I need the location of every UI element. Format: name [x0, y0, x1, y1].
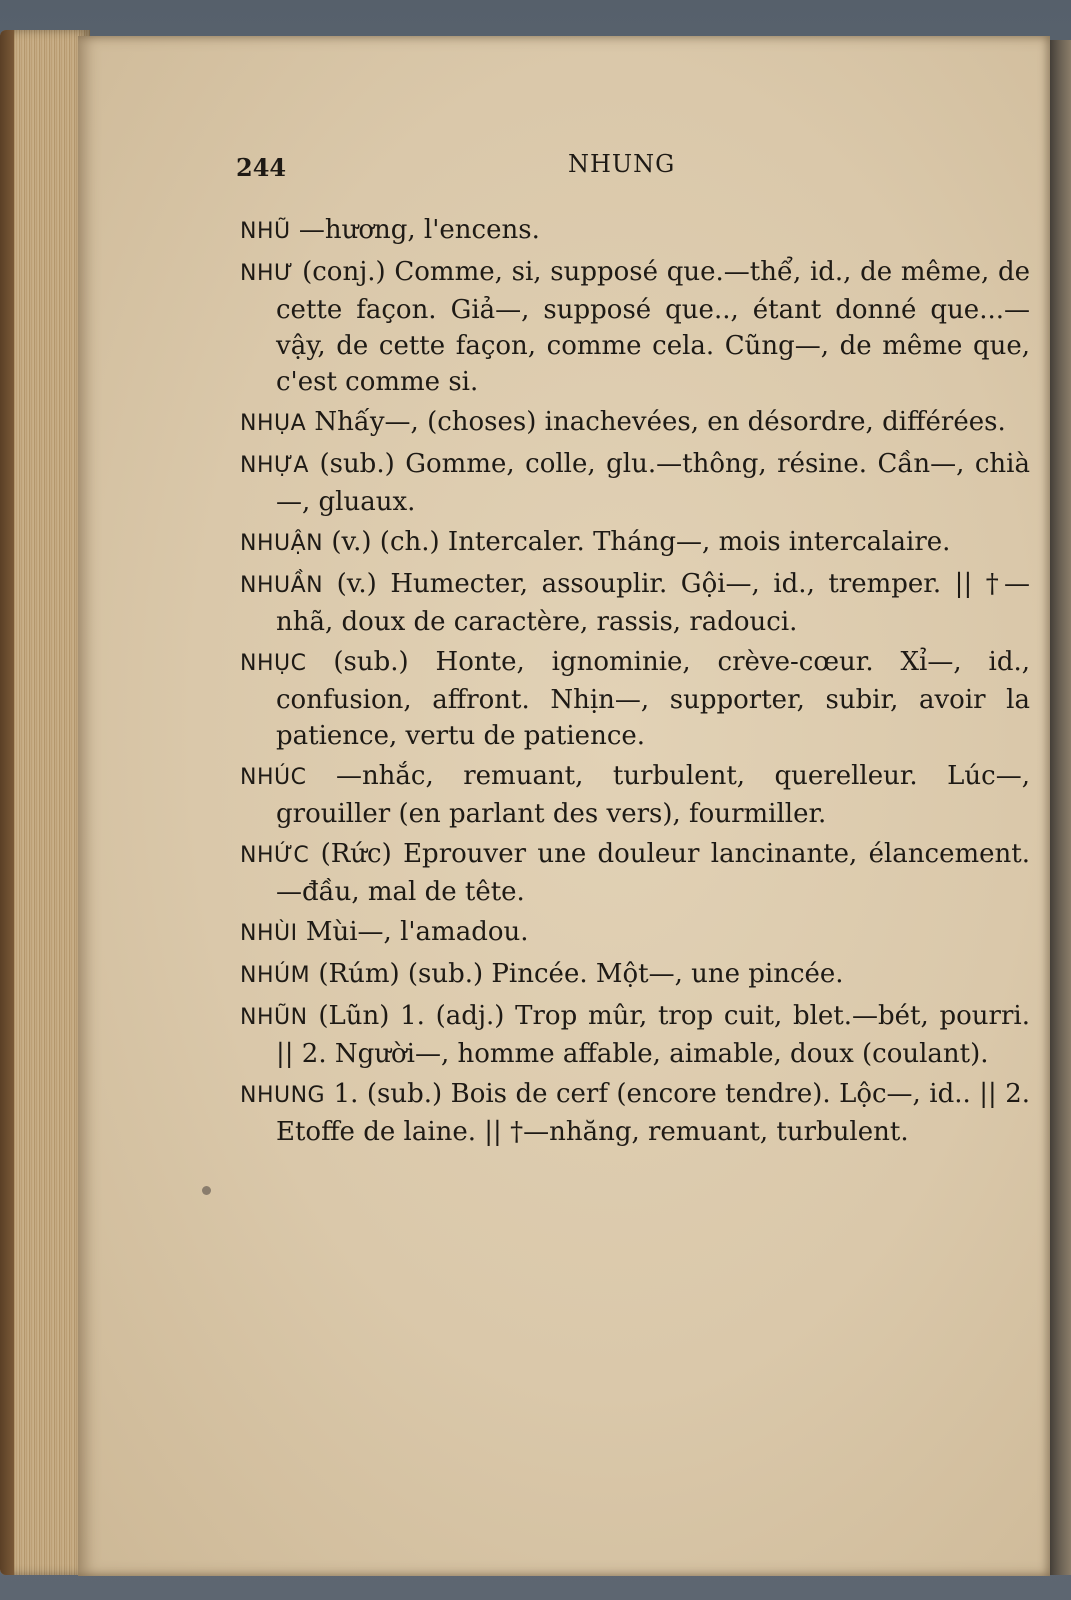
dictionary-entry — [240, 914, 1030, 952]
running-head: NHUNG — [568, 150, 676, 178]
entry-definition: (Lũn) 1. (adj.) Trop mûr, trop cuit, blet.—bét, pourri. || 2. Người—, homme affable, aimable, doux (coulant). — [276, 1001, 1030, 1069]
entry-definition: Mùi—, l'amadou. — [305, 917, 529, 947]
entry-headword: NHUNG — [240, 1083, 326, 1108]
dictionary-entry — [240, 446, 1030, 520]
book-spine-edge — [0, 30, 14, 1575]
entry-definition: (Rúm) (sub.) Pincée. Một—, une pincée. — [318, 959, 844, 989]
ink-smudge — [202, 1186, 211, 1195]
entry-definition: (v.) (ch.) Intercaler. Tháng—, mois intercalaire. — [331, 527, 951, 557]
entry-headword: NHỰA — [240, 453, 309, 478]
entry-headword: NHƯ — [240, 261, 294, 286]
dictionary-entry — [240, 956, 1030, 994]
entry-headword: NHỨC — [240, 843, 310, 868]
entry-definition: (conj.) Comme, si, supposé que.—thể, id., de même, de cette façon. Giả—, supposé que.., étant donné que...—vậy, de cette façon, comme cela. Cũng—, de même que, c'est comme si. — [276, 257, 1030, 397]
dictionary-entry — [240, 998, 1030, 1072]
entry-definition: (sub.) Gomme, colle, glu.—thông, résine. Cần—, chià—, gluaux. — [276, 449, 1030, 517]
entry-headword: NHÚC — [240, 765, 307, 790]
entry-headword: NHỤC — [240, 651, 307, 676]
dictionary-entry — [240, 836, 1030, 910]
dictionary-entry — [240, 254, 1030, 400]
dictionary-entry — [240, 212, 1030, 250]
entry-headword: NHÙI — [240, 921, 298, 946]
dictionary-entry — [240, 566, 1030, 640]
entry-headword: NHỤA — [240, 411, 307, 436]
entry-definition: 1. (sub.) Bois de cerf (encore tendre). Lộc—, id.. || 2. Etoffe de laine. || †—nhăng, remuant, turbulent. — [276, 1079, 1031, 1147]
facing-page-sliver — [1047, 40, 1071, 1575]
entry-headword: NHŨ — [240, 219, 291, 244]
entry-headword: NHÚM — [240, 963, 311, 988]
page-number: 244 — [236, 153, 287, 182]
entry-definition: (v.) Humecter, assouplir. Gội—, id., tremper. || †—nhã, doux de caractère, rassis, radouci. — [276, 569, 1031, 637]
dictionary-entry — [240, 644, 1030, 754]
entry-definition: (Rức) Eprouver une douleur lancinante, élancement.—đầu, mal de tête. — [276, 839, 1031, 907]
entry-definition: Nhấy—, (choses) inachevées, en désordre, différées. — [314, 407, 1006, 437]
dictionary-entry — [240, 758, 1030, 832]
entry-headword: NHUẬN — [240, 531, 324, 556]
page-header — [160, 150, 1005, 194]
entry-headword: NHUẦN — [240, 573, 324, 598]
entry-headword: NHŨN — [240, 1005, 308, 1030]
dictionary-entry — [240, 1076, 1030, 1150]
entry-definition: —hương, l'encens. — [298, 215, 540, 245]
dictionary-entry — [240, 524, 1030, 562]
entry-definition: —nhắc, remuant, turbulent, querelleur. Lúc—, grouiller (en parlant des vers), fourmiller. — [276, 761, 1030, 829]
entry-definition: (sub.) Honte, ignominie, crève-cœur. Xỉ—, id., confusion, affront. Nhịn—, supporter, subir, avoir la patience, vertu de patience. — [276, 647, 1031, 751]
dictionary-entry — [240, 404, 1030, 442]
page-text — [160, 150, 1031, 1154]
